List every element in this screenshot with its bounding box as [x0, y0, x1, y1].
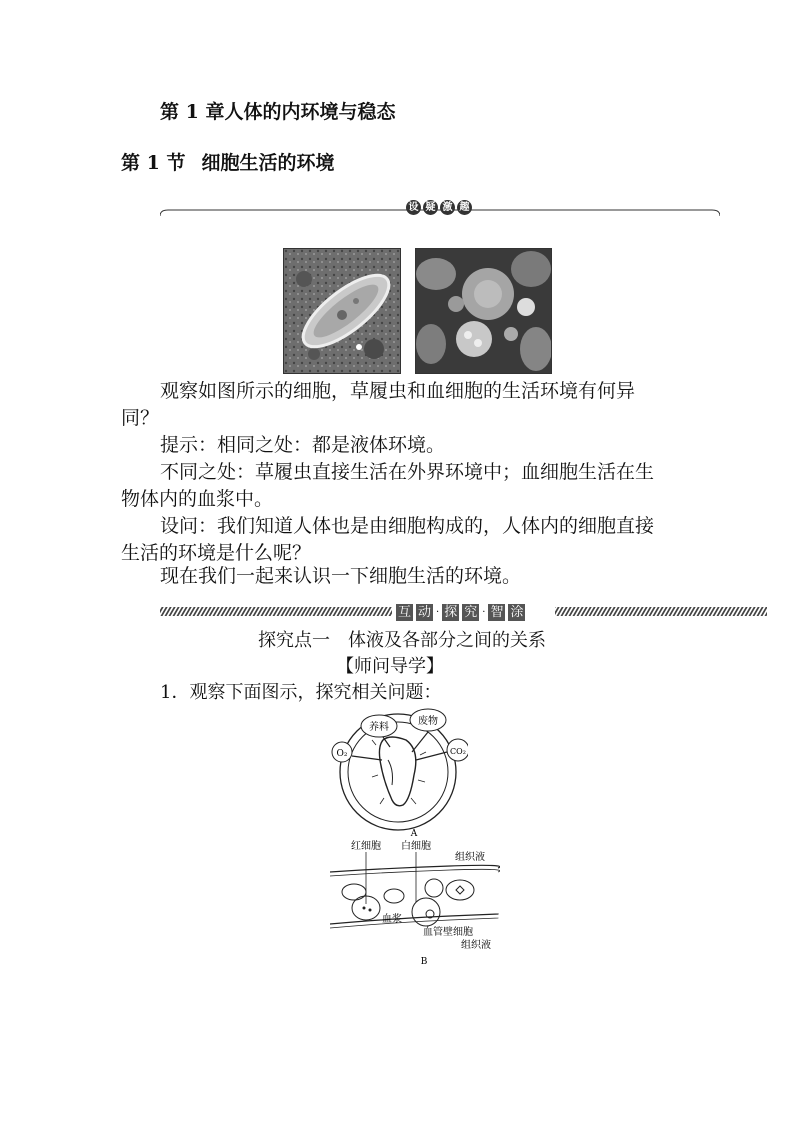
explore-point-title: 探究点一 体液及各部分之间的关系: [258, 630, 546, 651]
question-line-2: 同？: [121, 407, 160, 429]
wbc-label: 白细胞: [401, 841, 431, 852]
diagram-b: [330, 838, 500, 968]
capillary-wall-label: 血管壁细胞: [423, 927, 473, 938]
rbc-label: 红细胞: [351, 841, 381, 852]
intro-badge-char: 趣: [457, 200, 472, 215]
badge-char: 究: [464, 605, 478, 620]
now-text: 现在我们一起来认识一下细胞生活的环境。: [160, 565, 522, 587]
item-1-text: 1．观察下面图示，探究相关问题：: [160, 682, 442, 703]
blood-cells-photo: [415, 248, 552, 374]
ask-line-1: 设问：我们知道人体也是由细胞构成的，人体内的细胞直接: [160, 515, 655, 537]
tissue-fluid-top-label: 组织液: [455, 852, 485, 863]
co2-label: CO₂: [450, 747, 466, 756]
nutrients-label: 养料: [369, 722, 389, 733]
intro-badge-char: 设: [406, 200, 421, 215]
waste-label: 废物: [418, 716, 438, 727]
caption-b: B: [420, 957, 428, 967]
question-line-1: 观察如图所示的细胞，草履虫和血细胞的生活环境有何异: [160, 380, 636, 402]
tissue-fluid-bottom-label: 组织液: [461, 940, 491, 951]
badge-char: 探: [444, 605, 458, 620]
badge-char: 互: [398, 605, 412, 620]
badge-char: 智: [490, 605, 504, 620]
teacher-guide-heading: 【师问导学】: [336, 656, 444, 677]
intro-badge: [404, 200, 474, 216]
paramecium-photo: [283, 248, 401, 374]
hint-text: 提示：相同之处：都是液体环境。: [160, 434, 446, 456]
section-heading: [121, 148, 334, 175]
difference-line-1: 不同之处：草履虫直接生活在外界环境中；血细胞生活在生: [160, 461, 655, 483]
section-number: 第 1 节: [121, 152, 186, 174]
chapter-title: 第 1 章人体的内环境与稳态: [160, 101, 396, 123]
o2-label: O₂: [336, 749, 348, 759]
section-title: 细胞生活的环境: [201, 152, 335, 174]
caption-a: A: [410, 829, 418, 839]
badge-char: 动: [418, 605, 432, 620]
intro-badge-char: 疑: [423, 200, 438, 215]
ask-line-2: 生活的环境是什么呢？: [121, 542, 312, 564]
intro-badge-char: 激: [440, 200, 455, 215]
diagram-a: [328, 700, 468, 840]
difference-line-2: 物体内的血浆中。: [121, 488, 274, 510]
badge-char: 涂: [510, 605, 524, 620]
interactive-badge: 互 动 · 探 究 · 智 涂: [398, 605, 524, 620]
plasma-label: 血浆: [382, 914, 402, 925]
